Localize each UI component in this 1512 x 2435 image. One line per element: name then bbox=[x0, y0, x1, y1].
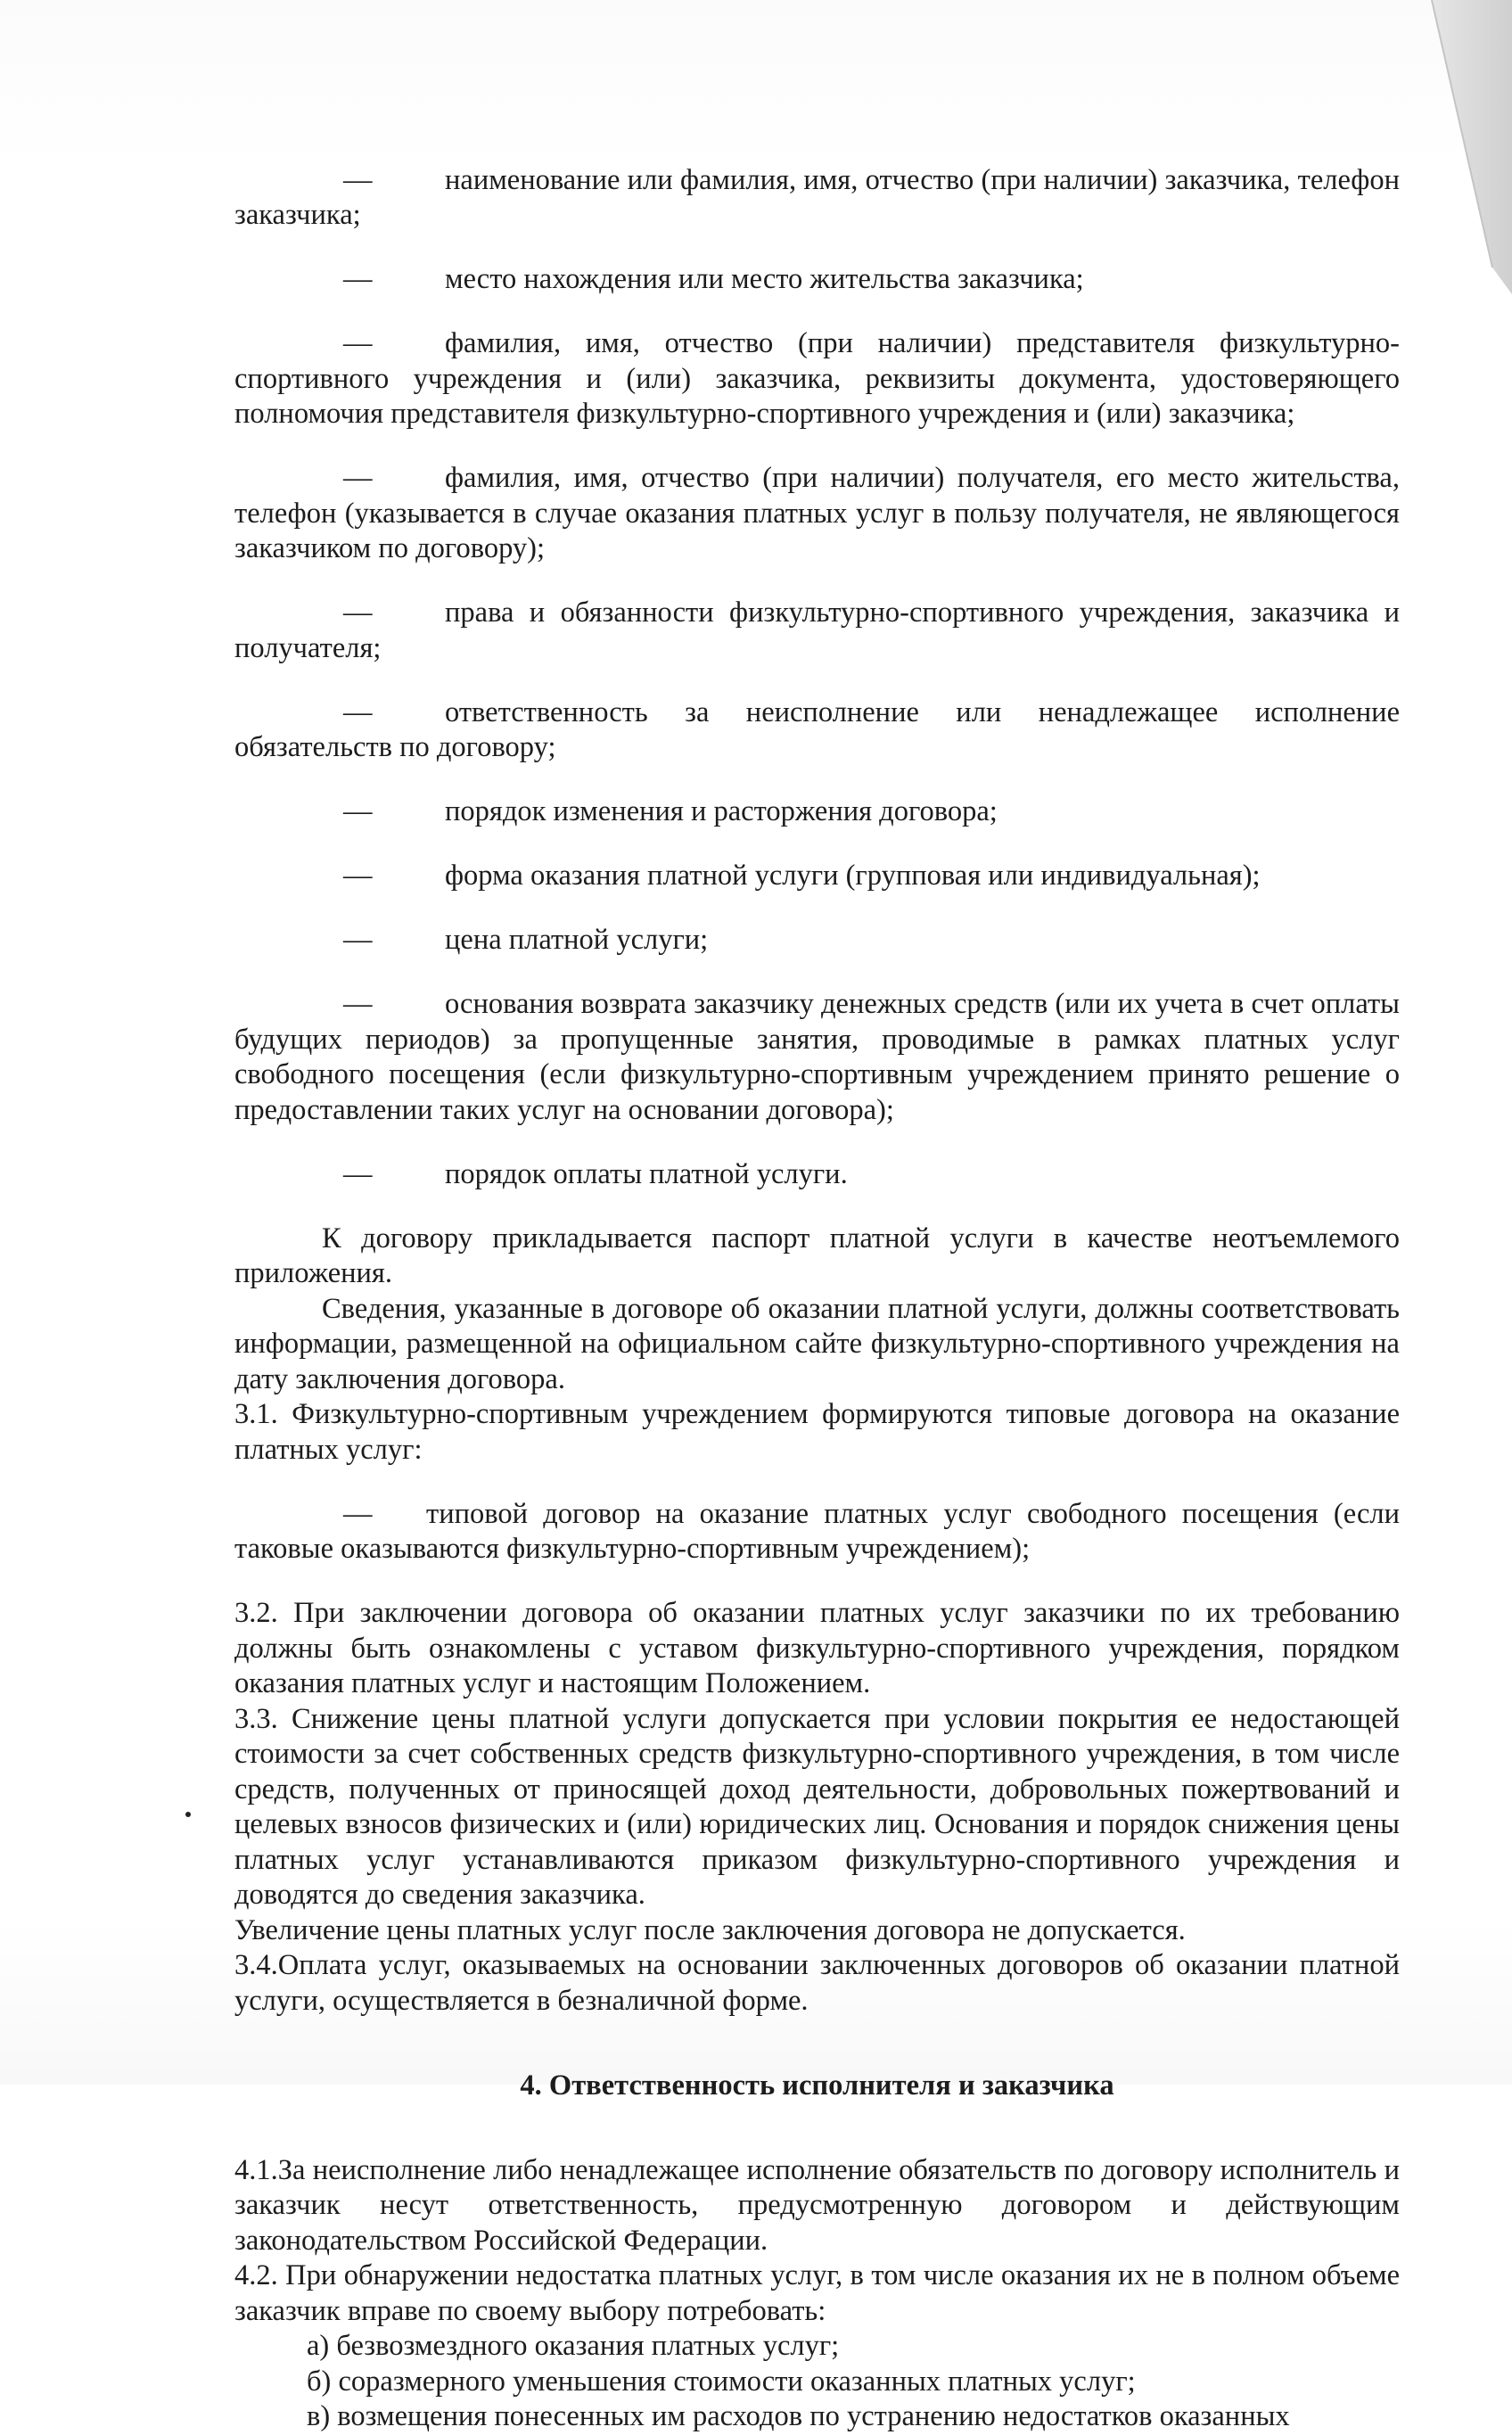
dash-bullet: — bbox=[343, 924, 373, 956]
list-item-text: типовой договор на оказание платных услуг свободного посещения (если таковые оказываются физкультурно-спортивным учреждением); bbox=[234, 1497, 1400, 1565]
dash-bullet: — bbox=[343, 988, 373, 1020]
folded-corner-shadow bbox=[1387, 0, 1512, 2085]
list-item bbox=[234, 326, 1400, 432]
list-item-text: фамилия, имя, отчество (при наличии) представителя физкультурно-спортивного учреждения и (или) заказчика, реквизиты документа, удостоверяющего полномочия представителя физкультурно-спортивного учреждения и (или) заказчика; bbox=[234, 327, 1400, 430]
list-item-text: порядок изменения и расторжения договора; bbox=[445, 795, 998, 827]
list-item bbox=[234, 163, 1400, 234]
dash-bullet: — bbox=[343, 1157, 373, 1190]
list-item bbox=[234, 596, 1400, 666]
dash-bullet: — bbox=[343, 163, 373, 196]
list-item bbox=[234, 923, 1400, 958]
list-item bbox=[234, 461, 1400, 567]
dash-bullet: — bbox=[343, 860, 373, 892]
clause-3-3-price-increase: Увеличение цены платных услуг после заключения договора не допускается. bbox=[234, 1913, 1186, 1946]
clause-3-1-item bbox=[234, 1497, 1400, 1567]
list-item bbox=[234, 859, 1400, 894]
list-item-text: цена платной услуги; bbox=[445, 924, 709, 956]
clause-4-2: 4.2. При обнаружении недостатка платных услуг, в том числе оказания их не в полном объеме заказчик вправе по своему выбору потребовать: bbox=[234, 2259, 1400, 2327]
list-item bbox=[234, 1157, 1400, 1193]
document-body bbox=[234, 134, 1400, 2435]
clause-4-1: 4.1.За неисполнение либо ненадлежащее исполнение обязательств по договору исполнитель и заказчик несут ответственность, предусмотренную договором и действующим законодательством Российской Федерации. bbox=[234, 2153, 1400, 2257]
clause-3-4: 3.4.Оплата услуг, оказываемых на основании заключенных договоров об оказании платной услуги, осуществляется в безналичной форме. bbox=[234, 1949, 1400, 2017]
list-item-text: порядок оплаты платной услуги. bbox=[445, 1157, 848, 1190]
clause-3-3: 3.3. Снижение цены платной услуги допускается при условии покрытия ее недостающей стоимости за счет собственных средств физкультурно-спортивного учреждения, в том числе средств, полученных от приносящей доход деятельности, добровольных пожертвований и целевых взносов физических и (или) юридических лиц. Основания и порядок снижения цены платных услуг устанавливаются приказом физкультурно-спортивного учреждения и доводятся до сведения заказчика. bbox=[234, 1702, 1400, 1911]
list-item-text: права и обязанности физкультурно-спортивного учреждения, заказчика и получателя; bbox=[234, 596, 1400, 664]
list-item bbox=[234, 262, 1400, 298]
dash-bullet: — bbox=[343, 263, 373, 295]
list-item-text: фамилия, имя, отчество (при наличии) получателя, его место жительства, телефон (указывается в случае оказания платных услуг в пользу получателя, не являющегося заказчиком по договору); bbox=[234, 462, 1400, 564]
list-item bbox=[234, 794, 1400, 830]
clause-4-2-option: а) безвозмездного оказания платных услуг; bbox=[307, 2330, 840, 2362]
dash-bullet: — bbox=[343, 596, 373, 629]
list-item-text: ответственность за неисполнение или ненадлежащее исполнение обязательств по договору; bbox=[234, 695, 1400, 763]
list-item bbox=[234, 987, 1400, 1128]
list-item-text: место нахождения или место жительства заказчика; bbox=[445, 263, 1084, 295]
list-item-text: основания возврата заказчику денежных средств (или их учета в счет оплаты будущих периодов) за пропущенные занятия, проводимые в рамках платных услуг свободного посещения (если физкультурно-спортивным учреждением принято решение о предоставлении таких услуг на основании договора); bbox=[234, 988, 1400, 1126]
list-item-text: форма оказания платной услуги (групповая или индивидуальная); bbox=[445, 860, 1261, 892]
paragraph-information: Сведения, указанные в договоре об оказании платной услуги, должны соответствовать информации, размещенной на официальном сайте физкультурно-спортивного учреждения на дату заключения договора. bbox=[234, 1292, 1400, 1395]
dash-bullet: — bbox=[343, 1497, 373, 1530]
clause-4-2-option: в) возмещения понесенных им расходов по устранению недостатков оказанных bbox=[307, 2400, 1290, 2432]
list-item bbox=[234, 695, 1400, 766]
scan-speck bbox=[185, 1812, 191, 1817]
dash-bullet: — bbox=[343, 327, 373, 359]
list-item-text: наименование или фамилия, имя, отчество (при наличии) заказчика, телефон заказчика; bbox=[234, 163, 1400, 231]
dash-bullet: — bbox=[343, 795, 373, 827]
section-4-heading: 4. Ответственность исполнителя и заказчика bbox=[520, 2069, 1114, 2102]
dash-bullet: — bbox=[343, 462, 373, 494]
clause-3-1: 3.1. Физкультурно-спортивным учреждением формируются типовые договора на оказание платных услуг: bbox=[234, 1398, 1400, 1466]
paragraph-passport: К договору прикладывается паспорт платной услуги в качестве неотъемлемого приложения. bbox=[234, 1222, 1400, 1289]
clause-3-2: 3.2. При заключении договора об оказании платных услуг заказчики по их требованию должны быть ознакомлены с уставом физкультурно-спортивного учреждения, порядком оказания платных услуг и настоящим Положением. bbox=[234, 1597, 1400, 1699]
dash-bullet: — bbox=[343, 695, 373, 728]
clause-4-2-option: б) соразмерного уменьшения стоимости оказанных платных услуг; bbox=[307, 2365, 1136, 2398]
